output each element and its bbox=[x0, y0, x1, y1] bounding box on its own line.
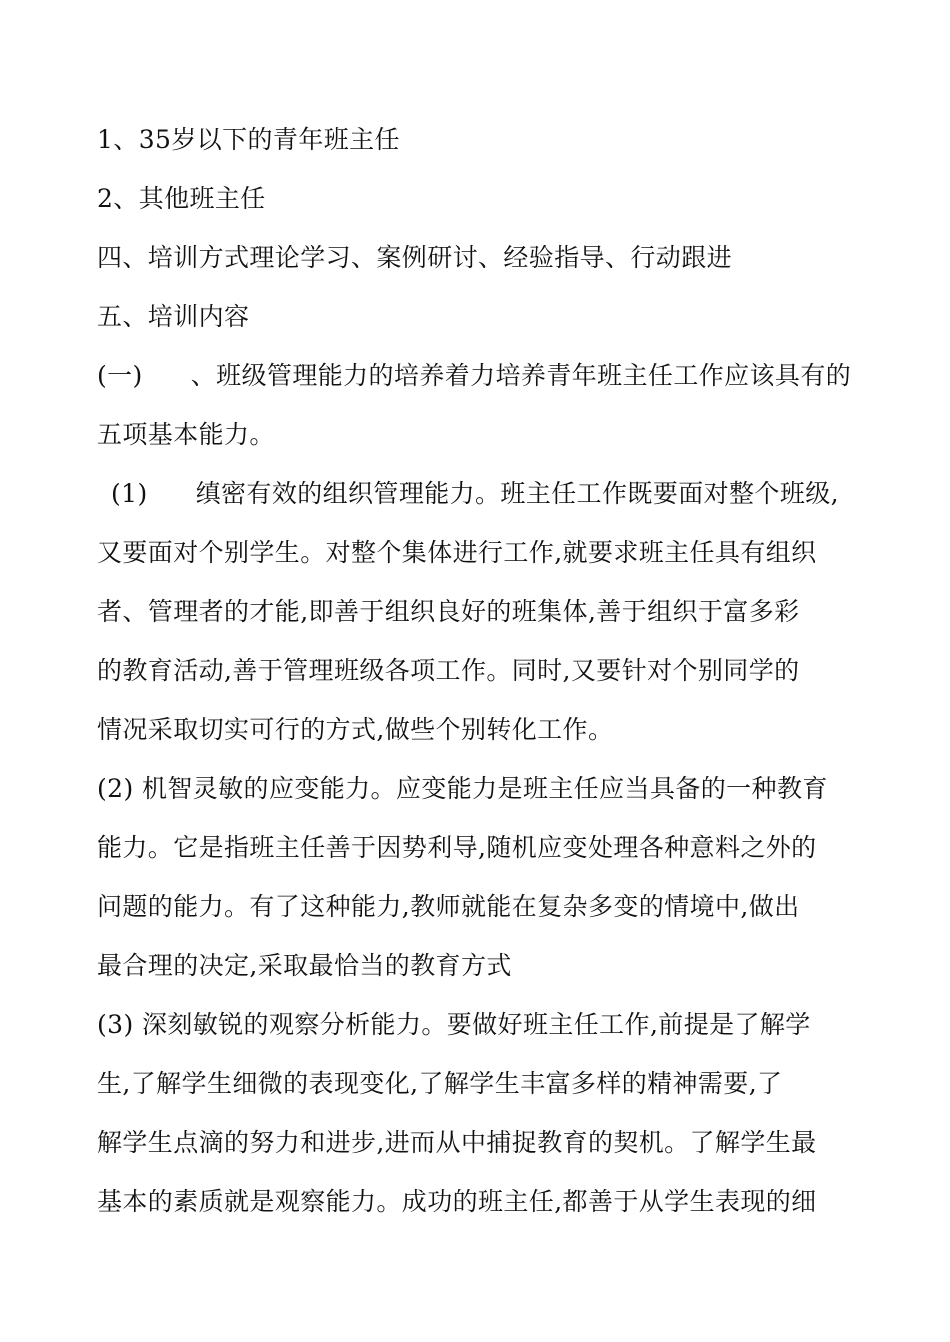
text-line: 生,了解学生细微的表现变化,了解学生丰富多样的精神需要,了 bbox=[97, 1069, 783, 1098]
text-line: (2) 机智灵敏的应变能力。应变能力是班主任应当具备的一种教育 bbox=[97, 774, 828, 803]
text-line: 1、35岁以下的青年班主任 bbox=[97, 125, 400, 154]
text-line: 能力。它是指班主任善于因势利导,随机应变处理各种意料之外的 bbox=[97, 833, 817, 862]
text-line: 又要面对个别学生。对整个集体进行工作,就要求班主任具有组织 bbox=[97, 538, 817, 567]
item-number: (1) bbox=[111, 479, 148, 508]
document-page bbox=[97, 110, 867, 1231]
text-line: (3) 深刻敏锐的观察分析能力。要做好班主任工作,前提是了解学 bbox=[97, 1010, 811, 1039]
section-heading: 五、培训内容 bbox=[97, 302, 250, 331]
item-line bbox=[97, 464, 867, 523]
text-line: 的教育活动,善于管理班级各项工作。同时,又要针对个别同学的 bbox=[97, 656, 800, 685]
text-line: 情况采取切实可行的方式,做些个别转化工作。 bbox=[97, 715, 614, 744]
section-heading: 四、培训方式理论学习、案例研讨、经验指导、行动跟进 bbox=[97, 243, 733, 272]
text-line: 者、管理者的才能,即善于组织良好的班集体,善于组织于富多彩 bbox=[97, 597, 800, 626]
subsection-text: 、班级管理能力的培养着力培养青年班主任工作应该具有的 bbox=[190, 361, 852, 390]
text-line: 解学生点滴的努力和进步,进而从中捕捉教育的契机。了解学生最 bbox=[97, 1128, 817, 1157]
subsection-number: (一) bbox=[97, 361, 143, 390]
item-text: 缜密有效的组织管理能力。班主任工作既要面对整个班级, bbox=[195, 479, 839, 508]
text-line: 2、其他班主任 bbox=[97, 184, 266, 213]
text-line: 基本的素质就是观察能力。成功的班主任,都善于从学生表现的细 bbox=[97, 1187, 817, 1216]
text-line: 五项基本能力。 bbox=[97, 420, 275, 449]
subsection-line bbox=[97, 346, 867, 405]
text-line: 问题的能力。有了这种能力,教师就能在复杂多变的情境中,做出 bbox=[97, 892, 800, 921]
text-line: 最合理的决定,采取最恰当的教育方式 bbox=[97, 951, 512, 980]
